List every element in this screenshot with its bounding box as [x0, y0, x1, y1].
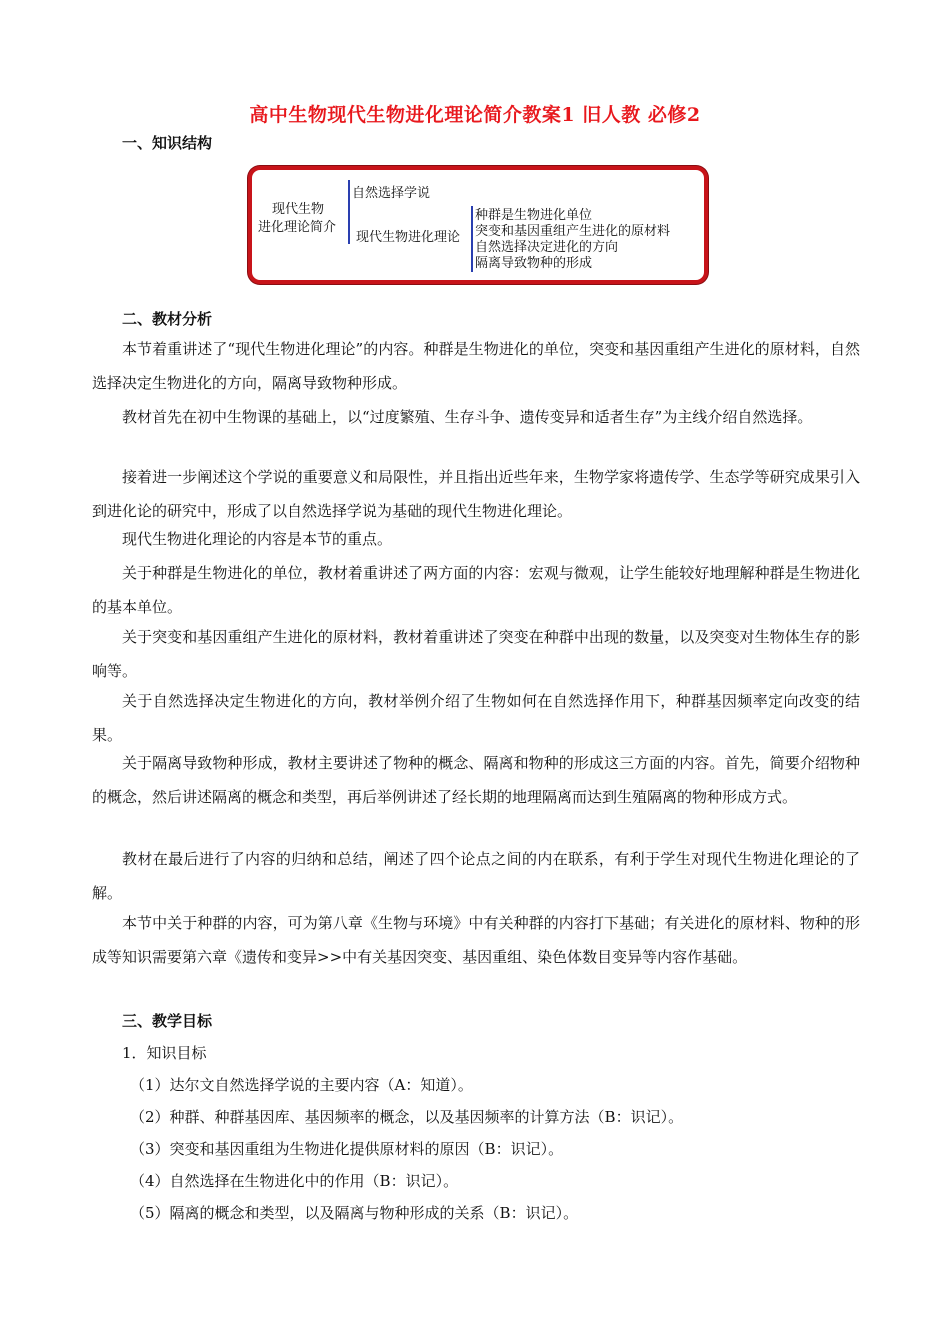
- diagram-bracket-line-1: [348, 180, 350, 244]
- document-title: 高中生物现代生物进化理论简介教案1 旧人教 必修2: [249, 104, 701, 126]
- objective-item: （1）达尔文自然选择学说的主要内容（A：知道）。: [130, 1076, 473, 1094]
- objective-item: （4）自然选择在生物进化中的作用（B：识记）。: [130, 1172, 459, 1190]
- objective-item: （5）隔离的概念和类型，以及隔离与物种形成的关系（B：识记）。: [130, 1204, 579, 1222]
- paragraph: 现代生物进化理论的内容是本节的重点。: [122, 530, 393, 548]
- objective-item: （2）种群、种群基因库、基因频率的概念，以及基因频率的计算方法（B：识记）。: [130, 1108, 684, 1126]
- section-heading-material-analysis: 二、教材分析: [122, 310, 213, 328]
- section-heading-teaching-objectives: 三、教学目标: [122, 1012, 213, 1030]
- diagram-leaf-3: 自然选择决定进化的方向: [475, 240, 619, 255]
- diagram-branch-natural-selection: 自然选择学说: [352, 186, 431, 201]
- diagram-leaf-4: 隔离导致物种的形成: [475, 256, 593, 271]
- diagram-leaf-2: 突变和基因重组产生进化的原材料: [475, 224, 671, 239]
- diagram-bracket-line-2: [471, 206, 473, 272]
- paragraph: 本节着重讲述了“现代生物进化理论”的内容。种群是生物进化的单位，突变和基因重组产生进化的原材料，自然选择决定生物进化的方向，隔离导致物种形成。: [92, 340, 860, 392]
- paragraph: 本节中关于种群的内容，可为第八章《生物与环境》中有关种群的内容打下基础；有关进化的原材料、物种的形成等知识需要第六章《遗传和变异>>中有关基因突变、基因重组、染色体数目变异等内容作基础。: [92, 914, 860, 966]
- diagram-leaf-1: 种群是生物进化单位: [475, 208, 593, 223]
- section-heading-knowledge-structure: 一、知识结构: [122, 134, 213, 152]
- paragraph: 关于种群是生物进化的单位，教材着重讲述了两方面的内容：宏观与微观，让学生能较好地理解种群是生物进化的基本单位。: [92, 564, 860, 616]
- paragraph: 关于隔离导致物种形成，教材主要讲述了物种的概念、隔离和物种的形成这三方面的内容。首先，简要介绍物种的概念，然后讲述隔离的概念和类型，再后举例讲述了经长期的地理隔离而达到生殖隔离的物种形成方式。: [92, 754, 860, 806]
- diagram-root-line2: 进化理论简介: [258, 220, 337, 235]
- paragraph: 关于突变和基因重组产生进化的原材料，教材着重讲述了突变在种群中出现的数量，以及突变对生物体生存的影响等。: [92, 628, 860, 680]
- paragraph: 教材在最后进行了内容的归纳和总结，阐述了四个论点之间的内在联系，有利于学生对现代生物进化理论的了解。: [92, 850, 860, 902]
- paragraph: 关于自然选择决定生物进化的方向，教材举例介绍了生物如何在自然选择作用下，种群基因频率定向改变的结果。: [92, 692, 860, 744]
- diagram-root-line1: 现代生物: [272, 202, 325, 217]
- subheading-knowledge-objectives: 1．知识目标: [122, 1044, 207, 1062]
- paragraph: 接着进一步阐述这个学说的重要意义和局限性，并且指出近些年来，生物学家将遗传学、生态学等研究成果引入到进化论的研究中，形成了以自然选择学说为基础的现代生物进化理论。: [92, 468, 860, 520]
- paragraph: 教材首先在初中生物课的基础上，以“过度繁殖、生存斗争、遗传变异和适者生存”为主线介绍自然选择。: [122, 408, 813, 426]
- objective-item: （3）突变和基因重组为生物进化提供原材料的原因（B：识记）。: [130, 1140, 564, 1158]
- diagram-branch-modern-theory: 现代生物进化理论: [356, 230, 461, 245]
- knowledge-structure-diagram: [248, 166, 708, 284]
